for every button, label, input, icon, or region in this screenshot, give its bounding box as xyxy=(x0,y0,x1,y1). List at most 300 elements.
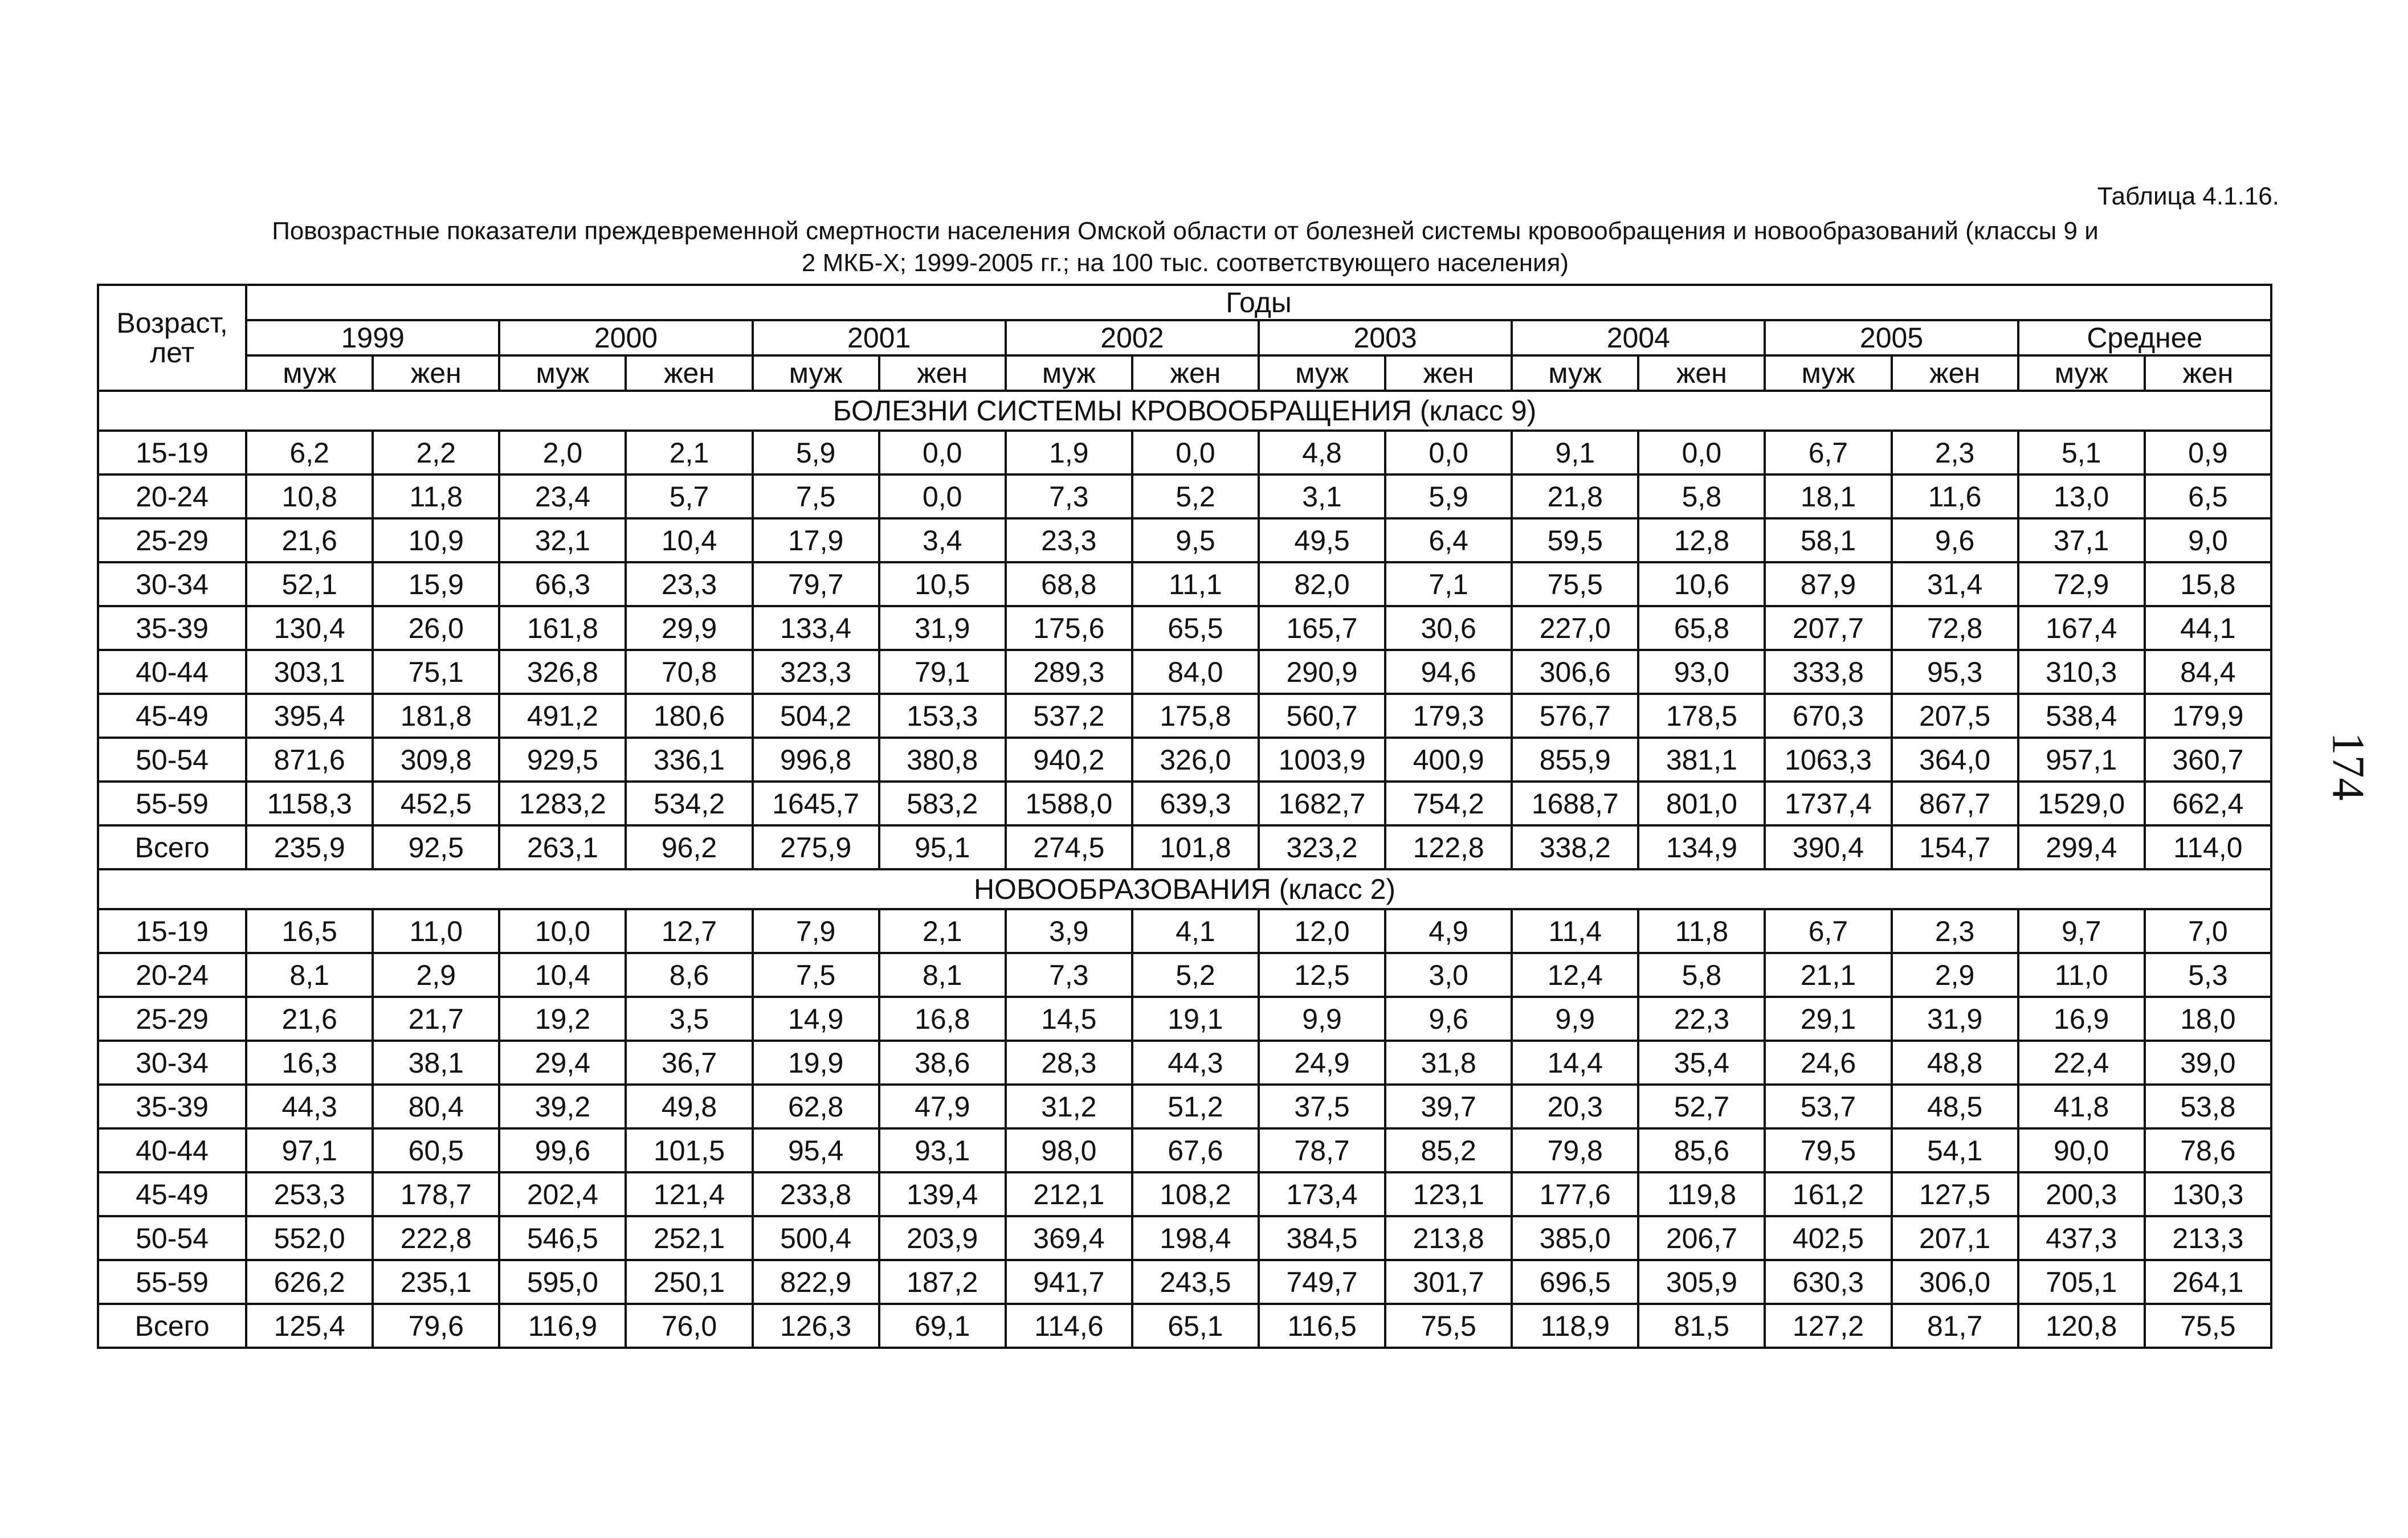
value-cell: 275,9 xyxy=(753,825,879,869)
value-cell: 178,7 xyxy=(373,1172,499,1216)
table-body xyxy=(98,285,2271,1348)
value-cell: 289,3 xyxy=(1006,650,1132,694)
value-cell: 9,0 xyxy=(2145,518,2271,562)
value-cell: 207,1 xyxy=(1892,1216,2018,1260)
sex-header-female: жен xyxy=(1638,355,1765,391)
value-cell: 81,7 xyxy=(1892,1304,2018,1348)
value-cell: 7,5 xyxy=(753,953,879,997)
value-cell: 96,2 xyxy=(626,825,752,869)
value-cell: 274,5 xyxy=(1006,825,1132,869)
value-cell: 576,7 xyxy=(1512,694,1638,738)
value-cell: 6,5 xyxy=(2145,475,2271,518)
value-cell: 44,3 xyxy=(1132,1041,1259,1085)
value-cell: 67,6 xyxy=(1132,1128,1259,1172)
value-cell: 10,4 xyxy=(626,518,752,562)
value-cell: 0,0 xyxy=(879,475,1006,518)
value-cell: 534,2 xyxy=(626,782,752,825)
value-cell: 65,1 xyxy=(1132,1304,1259,1348)
value-cell: 121,4 xyxy=(626,1172,752,1216)
value-cell: 31,9 xyxy=(879,606,1006,650)
table-row xyxy=(98,694,2271,738)
value-cell: 52,7 xyxy=(1638,1085,1765,1128)
value-cell: 118,9 xyxy=(1512,1304,1638,1348)
value-cell: 12,7 xyxy=(626,909,752,953)
section-title: БОЛЕЗНИ СИСТЕМЫ КРОВООБРАЩЕНИЯ (класс 9) xyxy=(98,391,2271,431)
value-cell: 36,7 xyxy=(626,1041,752,1085)
value-cell: 206,7 xyxy=(1638,1216,1765,1260)
value-cell: 122,8 xyxy=(1385,825,1512,869)
value-cell: 1588,0 xyxy=(1006,782,1132,825)
value-cell: 84,0 xyxy=(1132,650,1259,694)
sex-header-female: жен xyxy=(2145,355,2271,391)
value-cell: 8,1 xyxy=(879,953,1006,997)
value-cell: 108,2 xyxy=(1132,1172,1259,1216)
age-cell: Всего xyxy=(98,1304,246,1348)
value-cell: 179,9 xyxy=(2145,694,2271,738)
value-cell: 16,8 xyxy=(879,997,1006,1041)
value-cell: 1003,9 xyxy=(1259,738,1385,782)
sex-header-female: жен xyxy=(626,355,752,391)
value-cell: 8,6 xyxy=(626,953,752,997)
value-cell: 200,3 xyxy=(2018,1172,2145,1216)
value-cell: 19,1 xyxy=(1132,997,1259,1041)
value-cell: 207,7 xyxy=(1765,606,1891,650)
value-cell: 1158,3 xyxy=(246,782,373,825)
value-cell: 243,5 xyxy=(1132,1260,1259,1304)
value-cell: 23,3 xyxy=(626,562,752,606)
table-row xyxy=(98,909,2271,953)
table-row xyxy=(98,562,2271,606)
value-cell: 9,9 xyxy=(1259,997,1385,1041)
value-cell: 9,5 xyxy=(1132,518,1259,562)
value-cell: 537,2 xyxy=(1006,694,1132,738)
value-cell: 253,3 xyxy=(246,1172,373,1216)
value-cell: 996,8 xyxy=(753,738,879,782)
age-cell: 25-29 xyxy=(98,997,246,1041)
table-row xyxy=(98,650,2271,694)
value-cell: 5,8 xyxy=(1638,953,1765,997)
value-cell: 630,3 xyxy=(1765,1260,1891,1304)
table-row xyxy=(98,1085,2271,1128)
value-cell: 70,8 xyxy=(626,650,752,694)
value-cell: 9,9 xyxy=(1512,997,1638,1041)
table-row xyxy=(98,1041,2271,1085)
table-row xyxy=(98,1260,2271,1304)
value-cell: 21,8 xyxy=(1512,475,1638,518)
value-cell: 6,7 xyxy=(1765,909,1891,953)
value-cell: 9,7 xyxy=(2018,909,2145,953)
value-cell: 3,4 xyxy=(879,518,1006,562)
value-cell: 10,5 xyxy=(879,562,1006,606)
value-cell: 93,0 xyxy=(1638,650,1765,694)
value-cell: 11,4 xyxy=(1512,909,1638,953)
sex-header-male: муж xyxy=(753,355,879,391)
value-cell: 3,9 xyxy=(1006,909,1132,953)
table-row xyxy=(98,475,2271,518)
value-cell: 85,6 xyxy=(1638,1128,1765,1172)
table-number: Таблица 4.1.16. xyxy=(2097,182,2279,210)
value-cell: 11,0 xyxy=(373,909,499,953)
value-cell: 560,7 xyxy=(1259,694,1385,738)
year-header: 2004 xyxy=(1512,320,1765,355)
value-cell: 957,1 xyxy=(2018,738,2145,782)
value-cell: 79,6 xyxy=(373,1304,499,1348)
value-cell: 227,0 xyxy=(1512,606,1638,650)
value-cell: 82,0 xyxy=(1259,562,1385,606)
value-cell: 263,1 xyxy=(499,825,626,869)
value-cell: 7,5 xyxy=(753,475,879,518)
value-cell: 126,3 xyxy=(753,1304,879,1348)
value-cell: 31,9 xyxy=(1892,997,2018,1041)
value-cell: 12,5 xyxy=(1259,953,1385,997)
value-cell: 662,4 xyxy=(2145,782,2271,825)
age-cell: Всего xyxy=(98,825,246,869)
sex-header-male: муж xyxy=(2018,355,2145,391)
value-cell: 14,5 xyxy=(1006,997,1132,1041)
value-cell: 0,0 xyxy=(1385,431,1512,475)
year-header: 2003 xyxy=(1259,320,1512,355)
sex-header-male: муж xyxy=(1006,355,1132,391)
value-cell: 5,1 xyxy=(2018,431,2145,475)
value-cell: 125,4 xyxy=(246,1304,373,1348)
value-cell: 252,1 xyxy=(626,1216,752,1260)
value-cell: 114,6 xyxy=(1006,1304,1132,1348)
header-row-years-label xyxy=(98,285,2271,320)
value-cell: 336,1 xyxy=(626,738,752,782)
value-cell: 0,0 xyxy=(1638,431,1765,475)
value-cell: 80,4 xyxy=(373,1085,499,1128)
value-cell: 179,3 xyxy=(1385,694,1512,738)
age-cell: 45-49 xyxy=(98,1172,246,1216)
value-cell: 14,4 xyxy=(1512,1041,1638,1085)
value-cell: 161,8 xyxy=(499,606,626,650)
table-title xyxy=(91,215,2279,279)
table-row xyxy=(98,738,2271,782)
value-cell: 333,8 xyxy=(1765,650,1891,694)
years-group-header: Годы xyxy=(246,285,2271,320)
value-cell: 16,9 xyxy=(2018,997,2145,1041)
age-cell: 40-44 xyxy=(98,1128,246,1172)
value-cell: 380,8 xyxy=(879,738,1006,782)
value-cell: 38,6 xyxy=(879,1041,1006,1085)
value-cell: 94,6 xyxy=(1385,650,1512,694)
value-cell: 85,2 xyxy=(1385,1128,1512,1172)
value-cell: 310,3 xyxy=(2018,650,2145,694)
value-cell: 7,0 xyxy=(2145,909,2271,953)
value-cell: 2,1 xyxy=(879,909,1006,953)
age-cell: 25-29 xyxy=(98,518,246,562)
value-cell: 12,4 xyxy=(1512,953,1638,997)
value-cell: 452,5 xyxy=(373,782,499,825)
value-cell: 10,4 xyxy=(499,953,626,997)
value-cell: 0,0 xyxy=(1132,431,1259,475)
value-cell: 101,5 xyxy=(626,1128,752,1172)
value-cell: 23,4 xyxy=(499,475,626,518)
value-cell: 2,2 xyxy=(373,431,499,475)
value-cell: 78,7 xyxy=(1259,1128,1385,1172)
document-page xyxy=(91,171,2279,1344)
table-row xyxy=(98,825,2271,869)
age-cell: 20-24 xyxy=(98,953,246,997)
value-cell: 801,0 xyxy=(1638,782,1765,825)
value-cell: 13,0 xyxy=(2018,475,2145,518)
value-cell: 49,8 xyxy=(626,1085,752,1128)
value-cell: 360,7 xyxy=(2145,738,2271,782)
value-cell: 504,2 xyxy=(753,694,879,738)
table-row xyxy=(98,518,2271,562)
sex-header-female: жен xyxy=(879,355,1006,391)
value-cell: 5,3 xyxy=(2145,953,2271,997)
value-cell: 2,9 xyxy=(373,953,499,997)
value-cell: 62,8 xyxy=(753,1085,879,1128)
value-cell: 207,5 xyxy=(1892,694,2018,738)
value-cell: 1063,3 xyxy=(1765,738,1891,782)
sex-header-male: муж xyxy=(246,355,373,391)
sex-header-female: жен xyxy=(373,355,499,391)
value-cell: 338,2 xyxy=(1512,825,1638,869)
value-cell: 303,1 xyxy=(246,650,373,694)
value-cell: 2,0 xyxy=(499,431,626,475)
value-cell: 31,4 xyxy=(1892,562,2018,606)
value-cell: 1688,7 xyxy=(1512,782,1638,825)
mortality-table xyxy=(97,284,2272,1349)
value-cell: 16,5 xyxy=(246,909,373,953)
value-cell: 79,1 xyxy=(879,650,1006,694)
value-cell: 264,1 xyxy=(2145,1260,2271,1304)
value-cell: 44,3 xyxy=(246,1085,373,1128)
value-cell: 93,1 xyxy=(879,1128,1006,1172)
age-cell: 45-49 xyxy=(98,694,246,738)
value-cell: 72,8 xyxy=(1892,606,2018,650)
value-cell: 75,5 xyxy=(1512,562,1638,606)
value-cell: 754,2 xyxy=(1385,782,1512,825)
value-cell: 364,0 xyxy=(1892,738,2018,782)
value-cell: 87,9 xyxy=(1765,562,1891,606)
age-cell: 55-59 xyxy=(98,782,246,825)
value-cell: 929,5 xyxy=(499,738,626,782)
value-cell: 3,0 xyxy=(1385,953,1512,997)
value-cell: 381,1 xyxy=(1638,738,1765,782)
value-cell: 21,6 xyxy=(246,997,373,1041)
value-cell: 7,3 xyxy=(1006,475,1132,518)
value-cell: 323,2 xyxy=(1259,825,1385,869)
value-cell: 101,8 xyxy=(1132,825,1259,869)
value-cell: 4,8 xyxy=(1259,431,1385,475)
value-cell: 11,6 xyxy=(1892,475,2018,518)
value-cell: 437,3 xyxy=(2018,1216,2145,1260)
value-cell: 21,1 xyxy=(1765,953,1891,997)
age-cell: 55-59 xyxy=(98,1260,246,1304)
value-cell: 3,1 xyxy=(1259,475,1385,518)
value-cell: 4,1 xyxy=(1132,909,1259,953)
value-cell: 20,3 xyxy=(1512,1085,1638,1128)
year-header: Среднее xyxy=(2018,320,2271,355)
value-cell: 299,4 xyxy=(2018,825,2145,869)
value-cell: 546,5 xyxy=(499,1216,626,1260)
value-cell: 17,9 xyxy=(753,518,879,562)
value-cell: 75,5 xyxy=(2145,1304,2271,1348)
table-row xyxy=(98,953,2271,997)
value-cell: 1737,4 xyxy=(1765,782,1891,825)
value-cell: 76,0 xyxy=(626,1304,752,1348)
value-cell: 5,9 xyxy=(753,431,879,475)
value-cell: 69,1 xyxy=(879,1304,1006,1348)
value-cell: 48,8 xyxy=(1892,1041,2018,1085)
value-cell: 7,3 xyxy=(1006,953,1132,997)
value-cell: 2,3 xyxy=(1892,431,2018,475)
value-cell: 6,4 xyxy=(1385,518,1512,562)
value-cell: 130,4 xyxy=(246,606,373,650)
value-cell: 11,0 xyxy=(2018,953,2145,997)
value-cell: 177,6 xyxy=(1512,1172,1638,1216)
value-cell: 127,2 xyxy=(1765,1304,1891,1348)
age-cell: 15-19 xyxy=(98,431,246,475)
value-cell: 75,5 xyxy=(1385,1304,1512,1348)
value-cell: 22,3 xyxy=(1638,997,1765,1041)
value-cell: 395,4 xyxy=(246,694,373,738)
value-cell: 78,6 xyxy=(2145,1128,2271,1172)
value-cell: 79,7 xyxy=(753,562,879,606)
value-cell: 12,0 xyxy=(1259,909,1385,953)
value-cell: 0,0 xyxy=(879,431,1006,475)
value-cell: 15,9 xyxy=(373,562,499,606)
value-cell: 222,8 xyxy=(373,1216,499,1260)
age-cell: 20-24 xyxy=(98,475,246,518)
value-cell: 595,0 xyxy=(499,1260,626,1304)
value-cell: 37,5 xyxy=(1259,1085,1385,1128)
value-cell: 7,9 xyxy=(753,909,879,953)
value-cell: 31,2 xyxy=(1006,1085,1132,1128)
table-row xyxy=(98,1172,2271,1216)
value-cell: 822,9 xyxy=(753,1260,879,1304)
value-cell: 639,3 xyxy=(1132,782,1259,825)
value-cell: 39,0 xyxy=(2145,1041,2271,1085)
value-cell: 14,9 xyxy=(753,997,879,1041)
value-cell: 384,5 xyxy=(1259,1216,1385,1260)
value-cell: 11,1 xyxy=(1132,562,1259,606)
value-cell: 326,0 xyxy=(1132,738,1259,782)
table-row xyxy=(98,431,2271,475)
value-cell: 626,2 xyxy=(246,1260,373,1304)
value-cell: 5,2 xyxy=(1132,953,1259,997)
value-cell: 12,8 xyxy=(1638,518,1765,562)
value-cell: 139,4 xyxy=(879,1172,1006,1216)
value-cell: 97,1 xyxy=(246,1128,373,1172)
year-header: 2005 xyxy=(1765,320,2018,355)
sex-header-female: жен xyxy=(1892,355,2018,391)
age-cell: 30-34 xyxy=(98,562,246,606)
value-cell: 66,3 xyxy=(499,562,626,606)
value-cell: 235,1 xyxy=(373,1260,499,1304)
value-cell: 2,9 xyxy=(1892,953,2018,997)
value-cell: 153,3 xyxy=(879,694,1006,738)
value-cell: 491,2 xyxy=(499,694,626,738)
value-cell: 250,1 xyxy=(626,1260,752,1304)
value-cell: 538,4 xyxy=(2018,694,2145,738)
value-cell: 2,1 xyxy=(626,431,752,475)
value-cell: 60,5 xyxy=(373,1128,499,1172)
value-cell: 161,2 xyxy=(1765,1172,1891,1216)
value-cell: 940,2 xyxy=(1006,738,1132,782)
value-cell: 175,6 xyxy=(1006,606,1132,650)
page-number: 174 xyxy=(2323,732,2373,801)
table-row xyxy=(98,1304,2271,1348)
value-cell: 309,8 xyxy=(373,738,499,782)
value-cell: 5,9 xyxy=(1385,475,1512,518)
value-cell: 2,3 xyxy=(1892,909,2018,953)
value-cell: 24,9 xyxy=(1259,1041,1385,1085)
value-cell: 37,1 xyxy=(2018,518,2145,562)
value-cell: 84,4 xyxy=(2145,650,2271,694)
value-cell: 21,6 xyxy=(246,518,373,562)
value-cell: 10,9 xyxy=(373,518,499,562)
value-cell: 1529,0 xyxy=(2018,782,2145,825)
value-cell: 23,3 xyxy=(1006,518,1132,562)
value-cell: 6,2 xyxy=(246,431,373,475)
value-cell: 95,3 xyxy=(1892,650,2018,694)
value-cell: 4,9 xyxy=(1385,909,1512,953)
value-cell: 5,7 xyxy=(626,475,752,518)
value-cell: 32,1 xyxy=(499,518,626,562)
table-row xyxy=(98,1128,2271,1172)
value-cell: 98,0 xyxy=(1006,1128,1132,1172)
age-cell: 35-39 xyxy=(98,606,246,650)
value-cell: 390,4 xyxy=(1765,825,1891,869)
table-row xyxy=(98,782,2271,825)
section-title: НОВООБРАЗОВАНИЯ (класс 2) xyxy=(98,869,2271,909)
header-row-years xyxy=(98,320,2271,355)
sex-header-female: жен xyxy=(1385,355,1512,391)
value-cell: 9,6 xyxy=(1385,997,1512,1041)
value-cell: 65,8 xyxy=(1638,606,1765,650)
value-cell: 16,3 xyxy=(246,1041,373,1085)
value-cell: 871,6 xyxy=(246,738,373,782)
value-cell: 203,9 xyxy=(879,1216,1006,1260)
age-cell: 50-54 xyxy=(98,1216,246,1260)
value-cell: 24,6 xyxy=(1765,1041,1891,1085)
value-cell: 26,0 xyxy=(373,606,499,650)
value-cell: 8,1 xyxy=(246,953,373,997)
value-cell: 5,2 xyxy=(1132,475,1259,518)
value-cell: 41,8 xyxy=(2018,1085,2145,1128)
value-cell: 323,3 xyxy=(753,650,879,694)
sex-header-female: жен xyxy=(1132,355,1259,391)
value-cell: 49,5 xyxy=(1259,518,1385,562)
value-cell: 301,7 xyxy=(1385,1260,1512,1304)
value-cell: 119,8 xyxy=(1638,1172,1765,1216)
value-cell: 54,1 xyxy=(1892,1128,2018,1172)
value-cell: 552,0 xyxy=(246,1216,373,1260)
table-title-line-1: Повозрастные показатели преждевременной смертности населения Омской области от болезней системы кровообращения и новообразований (классы 9 и xyxy=(272,217,2099,245)
value-cell: 58,1 xyxy=(1765,518,1891,562)
value-cell: 29,9 xyxy=(626,606,752,650)
value-cell: 705,1 xyxy=(2018,1260,2145,1304)
value-cell: 9,1 xyxy=(1512,431,1638,475)
value-cell: 51,2 xyxy=(1132,1085,1259,1128)
value-cell: 21,7 xyxy=(373,997,499,1041)
value-cell: 180,6 xyxy=(626,694,752,738)
value-cell: 68,8 xyxy=(1006,562,1132,606)
value-cell: 19,2 xyxy=(499,997,626,1041)
value-cell: 670,3 xyxy=(1765,694,1891,738)
value-cell: 178,5 xyxy=(1638,694,1765,738)
value-cell: 696,5 xyxy=(1512,1260,1638,1304)
value-cell: 583,2 xyxy=(879,782,1006,825)
value-cell: 385,0 xyxy=(1512,1216,1638,1260)
value-cell: 75,1 xyxy=(373,650,499,694)
year-header: 2000 xyxy=(499,320,752,355)
value-cell: 213,3 xyxy=(2145,1216,2271,1260)
